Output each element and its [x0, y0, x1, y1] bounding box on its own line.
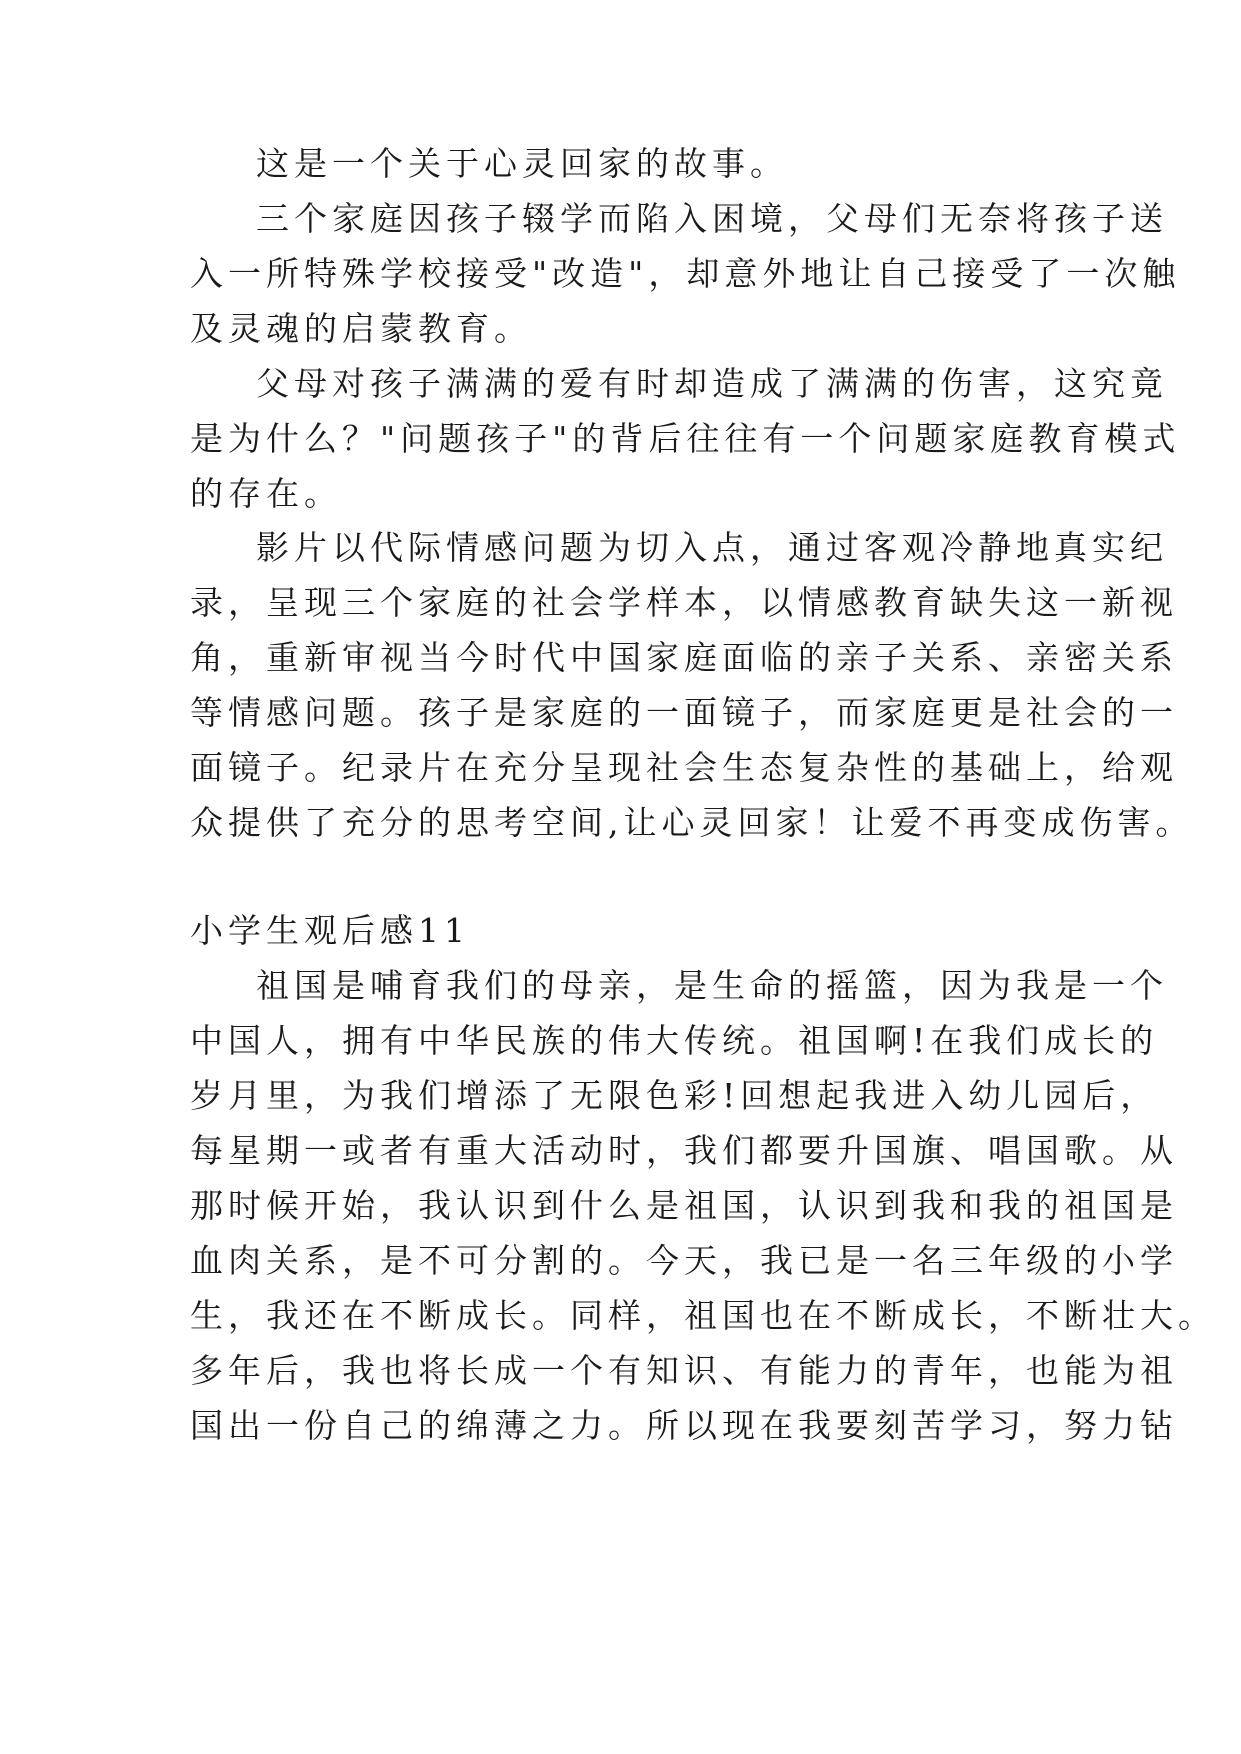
paragraph-line: 及灵魂的启蒙教育。	[190, 309, 532, 348]
paragraph-line: 面镜子。纪录片在充分呈现社会生态复杂性的基础上，给观	[190, 748, 1178, 787]
paragraph-line: 国出一份自己的绵薄之力。所以现在我要刻苦学习，努力钻	[190, 1406, 1178, 1445]
paragraph-line: 录，呈现三个家庭的社会学样本，以情感教育缺失这一新视	[190, 583, 1178, 622]
paragraph-line: 每星期一或者有重大活动时，我们都要升国旗、唱国歌。从	[190, 1131, 1178, 1170]
paragraph-line: 三个家庭因孩子辍学而陷入困境，父母们无奈将孩子送	[256, 199, 1168, 238]
paragraph-line: 那时候开始，我认识到什么是祖国，认识到我和我的祖国是	[190, 1186, 1178, 1225]
paragraph-line: 入一所特殊学校接受"改造"，却意外地让自己接受了一次触	[190, 254, 1181, 293]
paragraph-line: 众提供了充分的思考空间,让心灵回家！让爱不再变成伤害。	[190, 803, 1194, 842]
paragraph-line: 影片以代际情感问题为切入点，通过客观冷静地真实纪	[256, 528, 1168, 567]
paragraph-line: 多年后，我也将长成一个有知识、有能力的青年，也能为祖	[190, 1351, 1178, 1390]
paragraph-line: 的存在。	[190, 474, 342, 513]
paragraph-line: 角，重新审视当今时代中国家庭面临的亲子关系、亲密关系	[190, 638, 1178, 677]
paragraph-line: 祖国是哺育我们的母亲，是生命的摇篮，因为我是一个	[256, 966, 1168, 1005]
paragraph-line: 岁月里，为我们增添了无限色彩!回想起我进入幼儿园后，	[190, 1076, 1159, 1115]
paragraph-line: 是为什么？"问题孩子"的背后往往有一个问题家庭教育模式	[190, 419, 1181, 458]
paragraph-line: 生，我还在不断成长。同样，祖国也在不断成长，不断壮大。	[190, 1296, 1216, 1335]
paragraph-line: 父母对孩子满满的爱有时却造成了满满的伤害，这究竟	[256, 364, 1168, 403]
section-title: 小学生观后感11	[190, 911, 470, 950]
paragraph-line: 等情感问题。孩子是家庭的一面镜子，而家庭更是社会的一	[190, 693, 1178, 732]
paragraph-line: 这是一个关于心灵回家的故事。	[256, 144, 788, 183]
paragraph-line: 中国人，拥有中华民族的伟大传统。祖国啊!在我们成长的	[190, 1021, 1159, 1060]
paragraph-line: 血肉关系，是不可分割的。今天，我已是一名三年级的小学	[190, 1241, 1178, 1280]
